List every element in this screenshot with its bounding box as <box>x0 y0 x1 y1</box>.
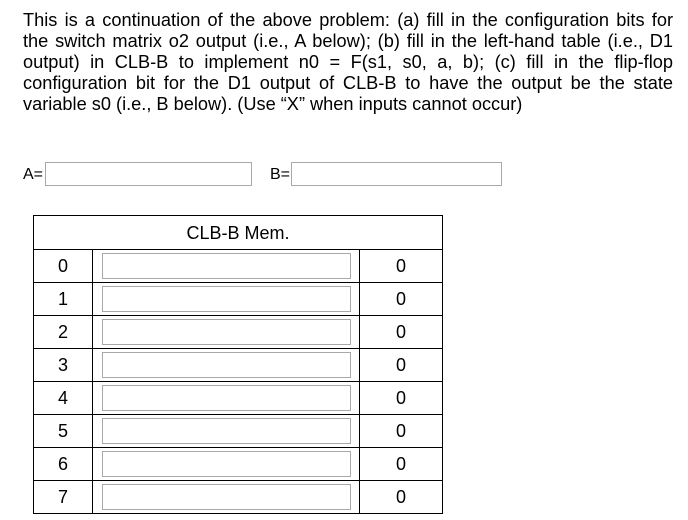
memory-value-input[interactable] <box>102 451 351 477</box>
memory-cell <box>93 316 360 349</box>
row-index: 2 <box>34 316 93 349</box>
table-row <box>34 250 443 283</box>
memory-cell <box>93 349 360 382</box>
row-index: 4 <box>34 382 93 415</box>
memory-cell <box>93 481 360 514</box>
output-value: 0 <box>360 250 443 283</box>
table-row <box>34 283 443 316</box>
output-value: 0 <box>360 316 443 349</box>
row-index: 7 <box>34 481 93 514</box>
table-row <box>34 481 443 514</box>
memory-value-input[interactable] <box>102 385 351 411</box>
memory-cell <box>93 448 360 481</box>
memory-cell <box>93 250 360 283</box>
problem-text: This is a continuation of the above problem: (a) fill in the configuration bits for the switch matrix o2 output (i.e., A below); (b) fill in the left-hand table (i.e., D1 output) in CLB-B to implement n0 = F(s1, s0, a, b); (c) fill in the flip-flop configuration bit for the D1 output of CLB-B to have the output be the state variable s0 (i.e., B below). (Use “X” when inputs cannot occur) <box>23 10 673 114</box>
clb-b-memory-table <box>33 215 443 514</box>
table-header-row <box>34 216 443 250</box>
output-value: 0 <box>360 283 443 316</box>
answer-a-input[interactable] <box>45 162 252 186</box>
row-index: 3 <box>34 349 93 382</box>
table-header: CLB-B Mem. <box>34 216 443 250</box>
table-row <box>34 349 443 382</box>
memory-value-input[interactable] <box>102 484 351 510</box>
table-row <box>34 415 443 448</box>
row-index: 5 <box>34 415 93 448</box>
output-value: 0 <box>360 415 443 448</box>
output-value: 0 <box>360 448 443 481</box>
memory-cell <box>93 415 360 448</box>
output-value: 0 <box>360 349 443 382</box>
memory-value-input[interactable] <box>102 286 351 312</box>
row-index: 0 <box>34 250 93 283</box>
memory-value-input[interactable] <box>102 352 351 378</box>
table-row <box>34 316 443 349</box>
memory-cell <box>93 283 360 316</box>
output-value: 0 <box>360 481 443 514</box>
answer-a-label: A= <box>23 166 44 183</box>
memory-cell <box>93 382 360 415</box>
table-row <box>34 448 443 481</box>
answer-b-input[interactable] <box>291 162 502 186</box>
row-index: 1 <box>34 283 93 316</box>
memory-value-input[interactable] <box>102 418 351 444</box>
table-row <box>34 382 443 415</box>
memory-value-input[interactable] <box>102 319 351 345</box>
memory-value-input[interactable] <box>102 253 351 279</box>
answer-b-label: B= <box>270 166 291 183</box>
row-index: 6 <box>34 448 93 481</box>
output-value: 0 <box>360 382 443 415</box>
